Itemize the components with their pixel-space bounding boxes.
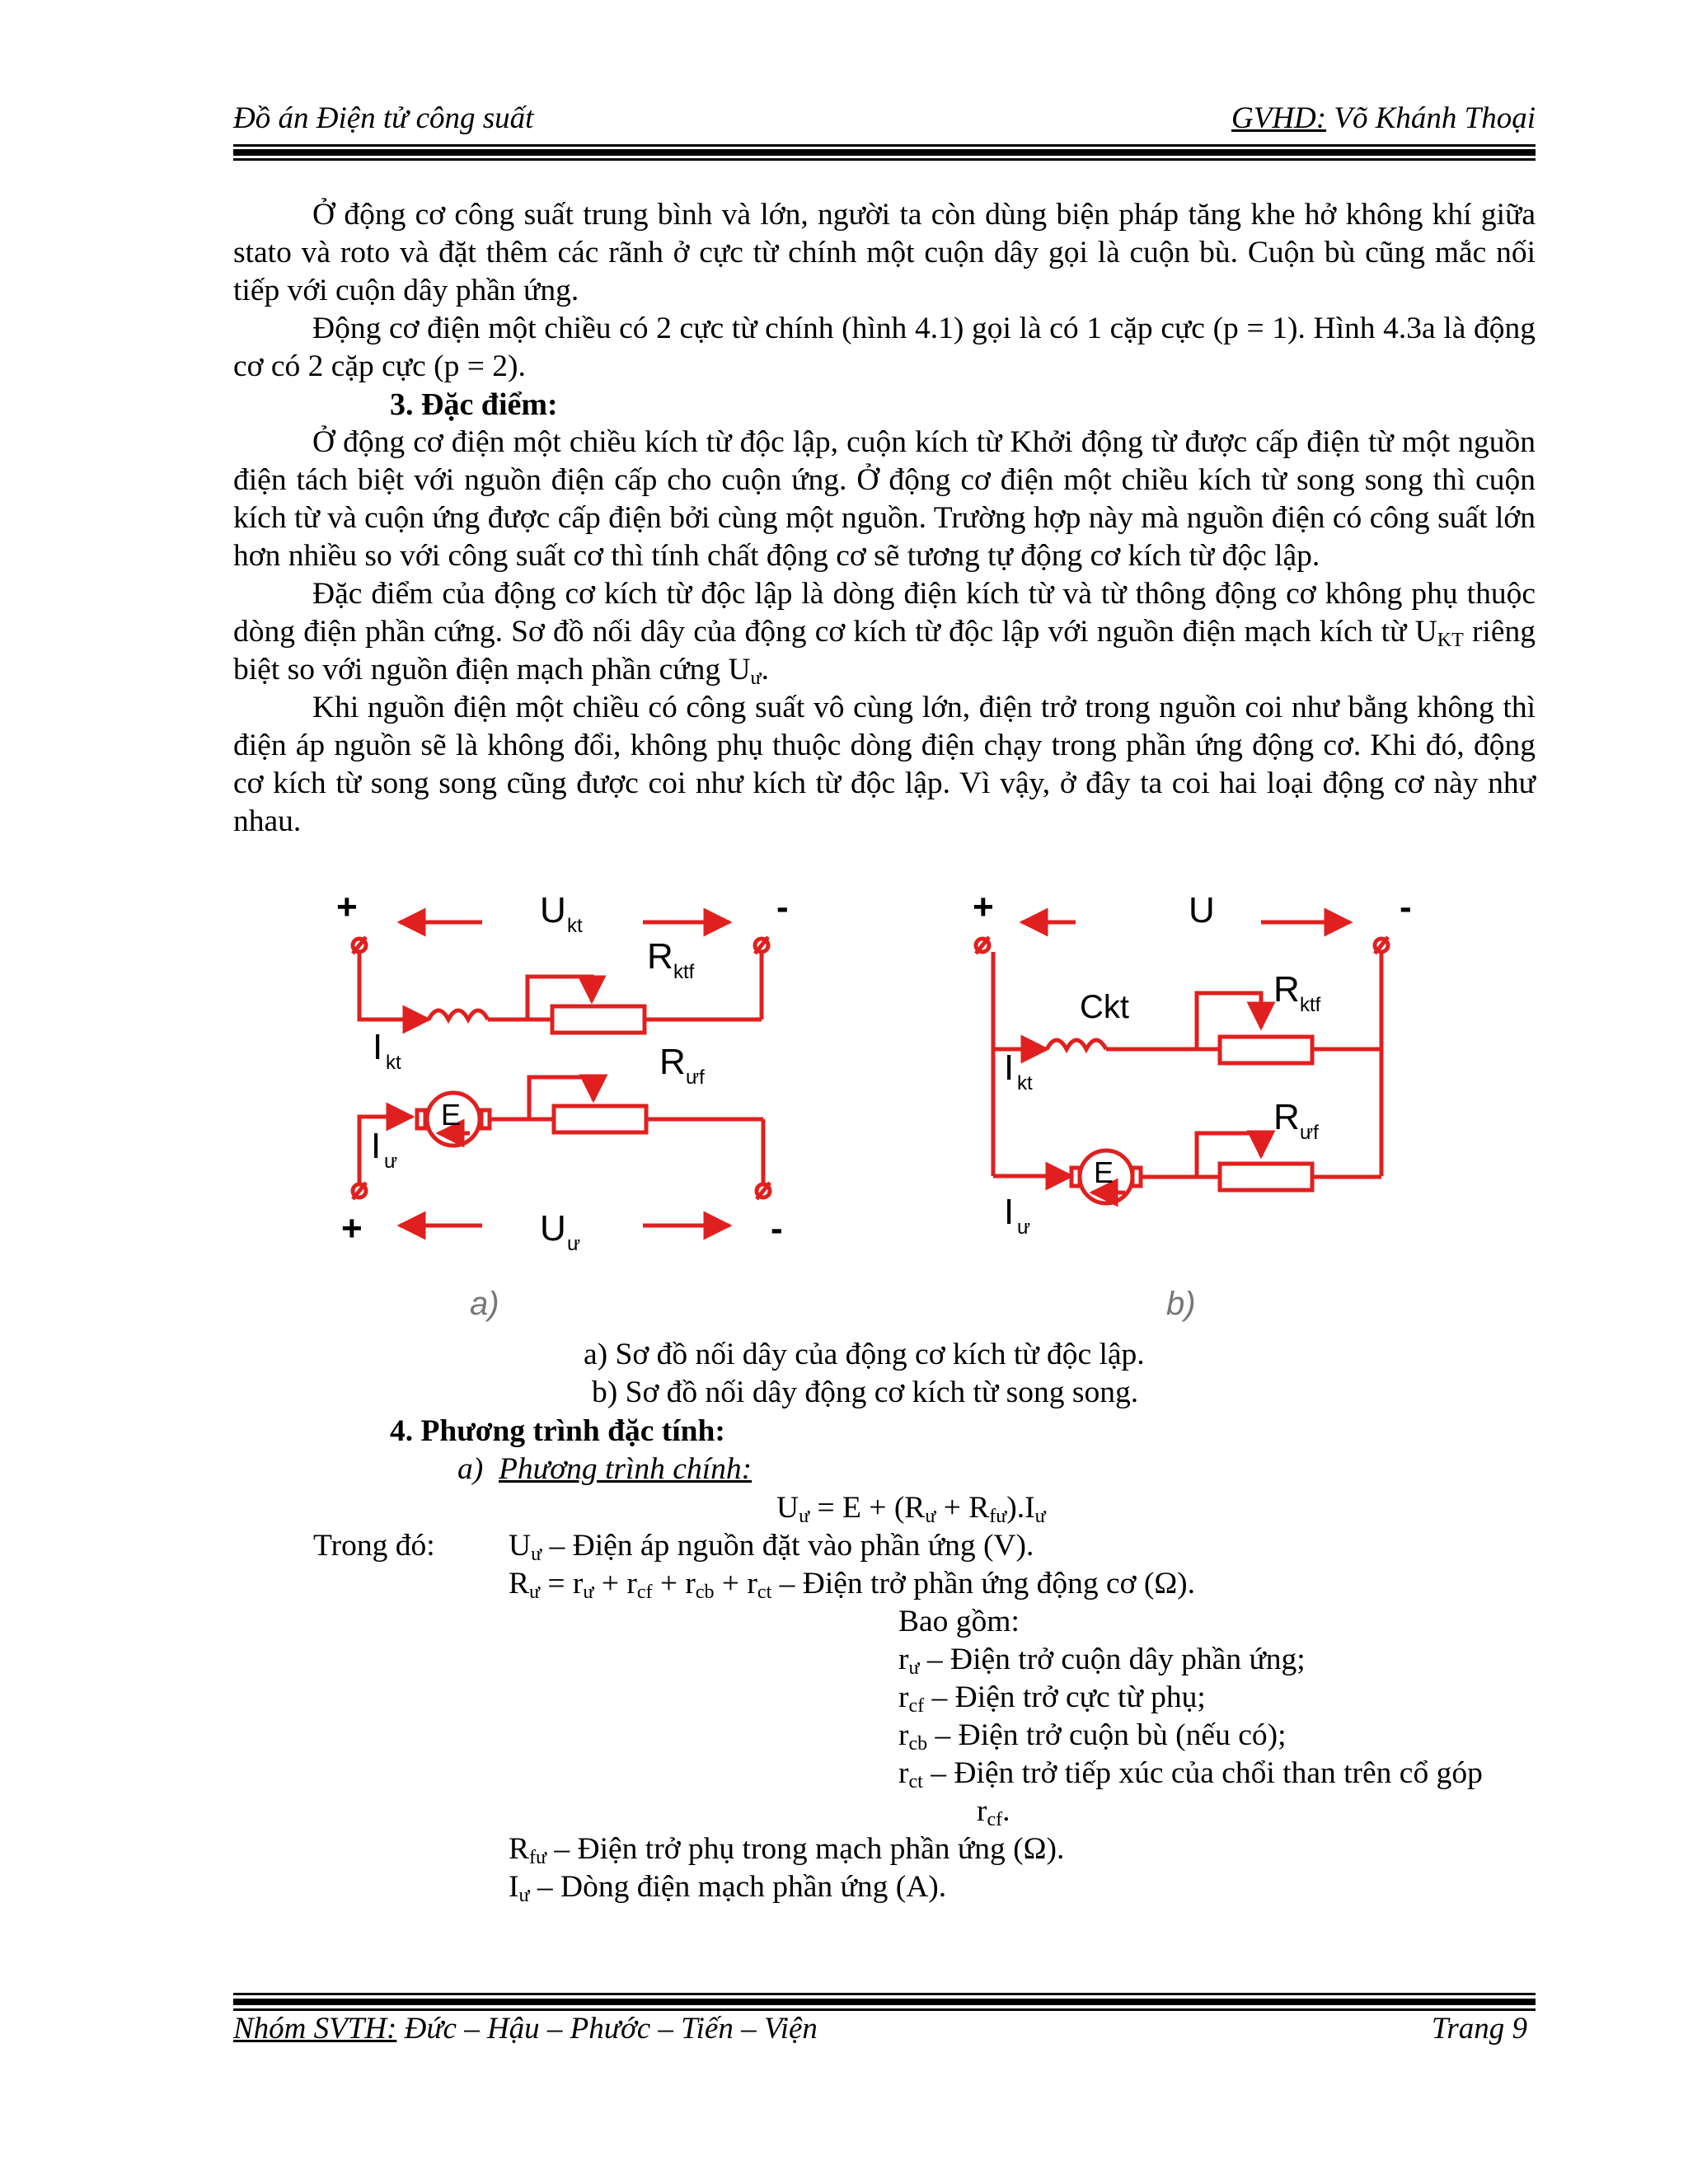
circuit-figure — [313, 886, 1451, 1331]
a-r1: R — [647, 936, 673, 977]
header-rule-thin — [233, 144, 1536, 147]
b-r1: R — [1273, 969, 1300, 1010]
a-minus-top: - — [776, 887, 789, 927]
def-rcf: $r_{cf}$ – Điện trở cực từ phụ; — [898, 1680, 1206, 1717]
group-label: Nhóm SVTH: — [233, 2012, 397, 2046]
def-rct: $r_{ct}$ – Điện trở tiếp xúc của chổi than trên cổ góp — [898, 1756, 1483, 1793]
b-e: E — [1094, 1155, 1114, 1189]
trong-do-label: Trong đó: — [313, 1529, 435, 1563]
def-r: $R_ư = r_ư + r_{cf} + r_{cb} + r_{ct}$ – Điện trở phần ứng động cơ (Ω). — [509, 1567, 1196, 1603]
a-r2-sub: ưf — [686, 1066, 705, 1089]
b-r2-sub: ưf — [1300, 1122, 1319, 1144]
a-i2-sub: ư — [384, 1151, 398, 1173]
paragraph-1: Ở động cơ công suất trung bình và lớn, người ta còn dùng biện pháp tăng khe hở không khí giữa stato và roto và đặt thêm các rãnh ở cực từ chính một cuộn dây gọi là cuộn bù. Cuộn bù cũng mắc nối tiếp với cuộn dây phần ứng. — [233, 198, 1536, 307]
main-equation: $U_ư = E + (R_ư + R_{fư}).I_ư$ — [776, 1491, 1046, 1527]
b-caption-letter: b) — [1166, 1286, 1196, 1322]
b-plus-top: + — [973, 887, 994, 927]
a-u-label: U — [540, 890, 566, 930]
def-iu: $I_ư$ – Dòng điện mạch phần ứng (A). — [509, 1870, 947, 1906]
a-plus-bot: + — [341, 1208, 363, 1249]
a-plus-top: + — [336, 887, 358, 927]
subheading-a: a) Phương trình chính: — [457, 1452, 753, 1486]
b-i2-sub: ư — [1017, 1216, 1031, 1239]
figure-caption-a: a) Sơ đồ nối dây của động cơ kích từ độc lập. — [584, 1338, 1145, 1371]
footer-rule-thin — [233, 1993, 1536, 1995]
a-r2: R — [659, 1042, 686, 1082]
page-number: Trang 9 — [1431, 2012, 1527, 2046]
a-e: E — [441, 1098, 462, 1132]
footer-group — [233, 2011, 818, 2046]
def-rfu: $R_{fư}$ – Điện trở phụ trong mạch phần ứng (Ω). — [509, 1832, 1065, 1868]
footer-rule-thick — [233, 1999, 1536, 2005]
b-i1-sub: kt — [1017, 1072, 1033, 1094]
a-r1-sub: ktf — [673, 961, 695, 983]
a-caption-letter: a) — [470, 1286, 499, 1322]
def-rct-cont: $r_{cf}$. — [977, 1794, 1010, 1830]
b-minus-top: - — [1400, 887, 1412, 927]
paragraph-5: Khi nguồn điện một chiều có công suất vô cùng lớn, điện trở trong nguồn coi như bằng không thì điện áp nguồn sẽ là không đổi, không phụ thuộc dòng điện chạy trong phần ứng động cơ. Khi đó, động cơ kích từ song song cũng được coi như kích từ độc lập. Vì vậy, ở đây ta coi hai loại động cơ này như nhau. — [233, 691, 1536, 838]
header-supervisor — [1231, 101, 1536, 136]
a-i2: I — [371, 1126, 382, 1166]
supervisor-label: GVHD: — [1231, 101, 1327, 135]
header-rule-thin-2 — [233, 158, 1536, 161]
paragraph-3: Ở động cơ điện một chiều kích từ độc lập, cuộn kích từ Khởi động từ được cấp điện từ một nguồn điện tách biệt với nguồn điện cấp cho cuộn ứng. Ở động cơ điện một chiều kích từ song song thì cuộn kích từ và cuộn ứng được cấp điện bởi cùng một nguồn. Trường hợp này mà nguồn điện có công suất lớn hơn nhiều so với công suất cơ thì tính chất động cơ sẽ tương tự động cơ kích từ độc lập. — [233, 425, 1536, 573]
a-i1-sub: kt — [386, 1052, 401, 1074]
paragraph-4: Đặc điểm của động cơ kích từ độc lập là dòng điện kích từ và từ thông động cơ không phụ thuộc dòng điện phần cứng. Sơ đồ nối dây của động cơ kích từ độc lập với nguồn điện mạch kích từ $U_{KT}$ riêng biệt so với nguồn điện mạch phần cứng $U_ư$. — [233, 577, 1536, 689]
def-rcb: $r_{cb}$ – Điện trở cuộn bù (nếu có); — [898, 1718, 1287, 1755]
heading-4: 4. Phương trình đặc tính: — [390, 1414, 725, 1448]
def-u: $U_ư$ – Điện áp nguồn đặt vào phần ứng (V). — [509, 1529, 1034, 1565]
body-top — [233, 196, 1536, 841]
bao-gom: Bao gồm: — [898, 1605, 1020, 1638]
b-i2: I — [1004, 1192, 1015, 1232]
a-u-sub: kt — [567, 915, 583, 937]
b-i1: I — [1004, 1047, 1015, 1088]
header-title: Đồ án Điện tử công suất — [233, 101, 534, 135]
supervisor-name: Võ Khánh Thoại — [1326, 101, 1536, 135]
b-r2: R — [1273, 1097, 1300, 1137]
group-names: Đức – Hậu – Phước – Tiến – Viện — [396, 2012, 818, 2046]
b-r1-sub: ktf — [1300, 994, 1321, 1016]
a-i1: I — [373, 1027, 383, 1067]
paragraph-2: Động cơ điện một chiều có 2 cực từ chính (hình 4.1) gọi là có 1 cặp cực (p = 1). Hình 4.3a là động cơ có 2 cặp cực (p = 2). — [233, 312, 1536, 383]
b-ckt: Ckt — [1080, 989, 1129, 1025]
a-minus-bot: - — [771, 1208, 783, 1249]
a-u2: U — [540, 1208, 566, 1249]
a-u2-sub: ư — [567, 1233, 581, 1255]
def-ru: $r_ư$ – Điện trở cuộn dây phần ứng; — [898, 1643, 1306, 1679]
b-u-label: U — [1189, 890, 1215, 930]
figure-caption-b: b) Sơ đồ nối dây động cơ kích từ song song. — [592, 1376, 1139, 1409]
header-rule-thick — [233, 149, 1536, 156]
heading-3: 3. Đặc điểm: — [390, 387, 558, 422]
